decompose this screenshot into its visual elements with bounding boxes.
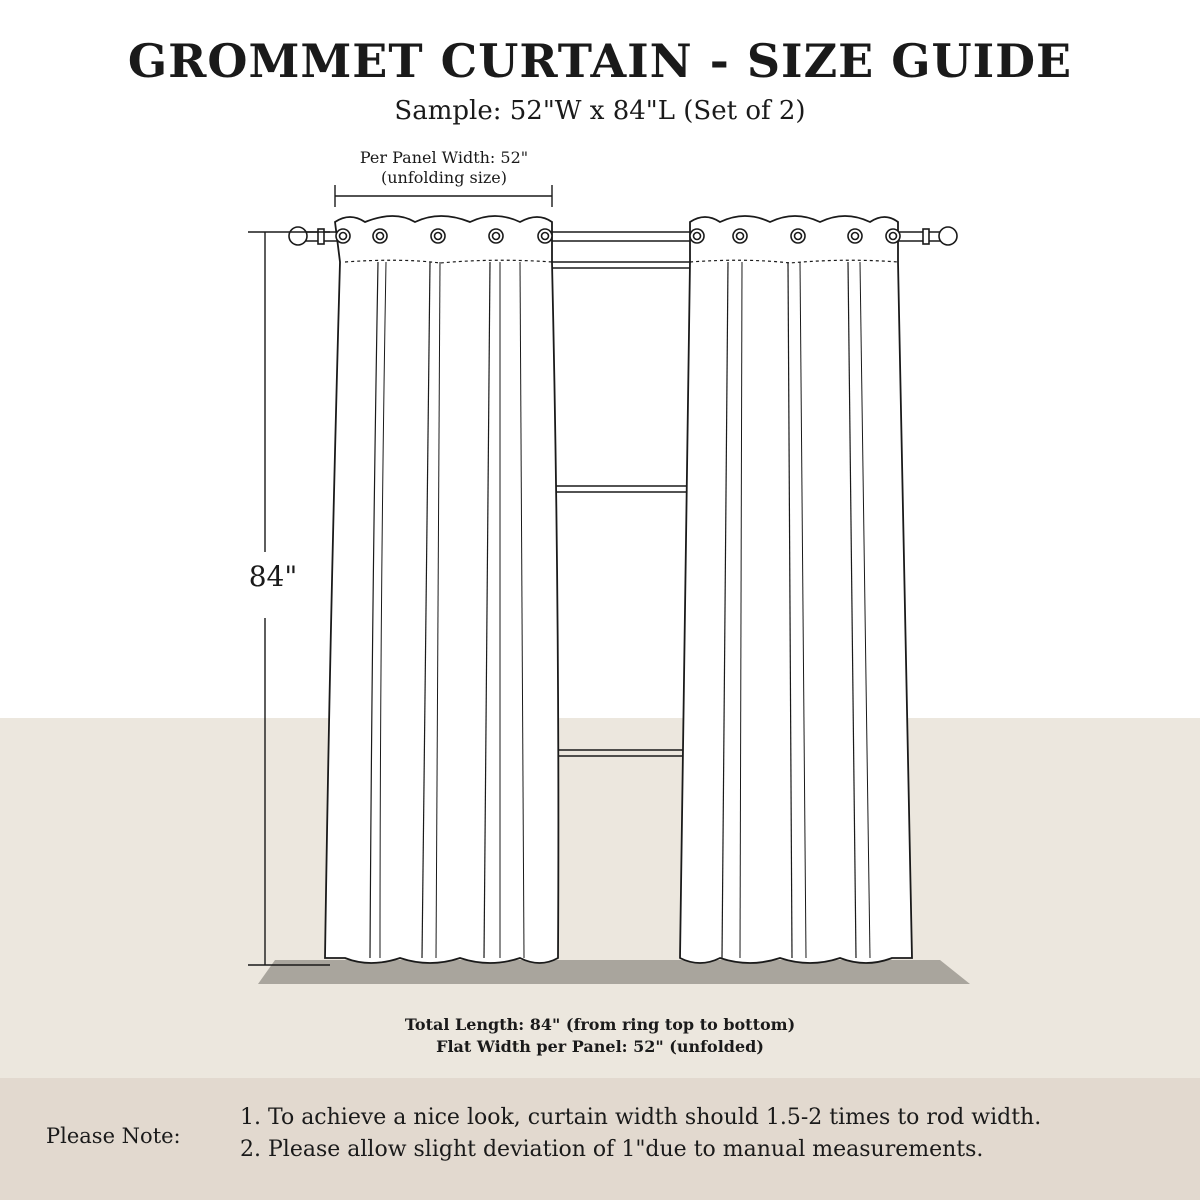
note-label: Please Note: — [46, 1124, 181, 1148]
width-dimension-line — [335, 185, 552, 207]
summary-total-length: Total Length: 84" (from ring top to bottom) — [404, 1015, 796, 1034]
note-list — [240, 1102, 1041, 1166]
length-dimension-label: 84" — [248, 560, 298, 593]
right-curtain-panel — [680, 216, 912, 963]
page-subtitle: Sample: 52"W x 84"L (Set of 2) — [394, 96, 806, 126]
dimension-summary — [0, 1014, 1200, 1058]
note-item: 1. To achieve a nice look, curtain width should 1.5-2 times to rod width. — [240, 1105, 1042, 1130]
window-frame — [552, 262, 690, 756]
summary-flat-width: Flat Width per Panel: 52" (unfolded) — [436, 1037, 764, 1056]
width-dimension-line1: Per Panel Width: 52" — [359, 148, 529, 167]
note-item: 2. Please allow slight deviation of 1"due to manual measurements. — [240, 1137, 984, 1162]
width-dimension-line2: (unfolding size) — [381, 168, 507, 187]
length-dimension-line — [248, 232, 330, 965]
left-curtain-panel — [325, 216, 558, 963]
page-title: GROMMET CURTAIN - SIZE GUIDE — [127, 34, 1073, 88]
